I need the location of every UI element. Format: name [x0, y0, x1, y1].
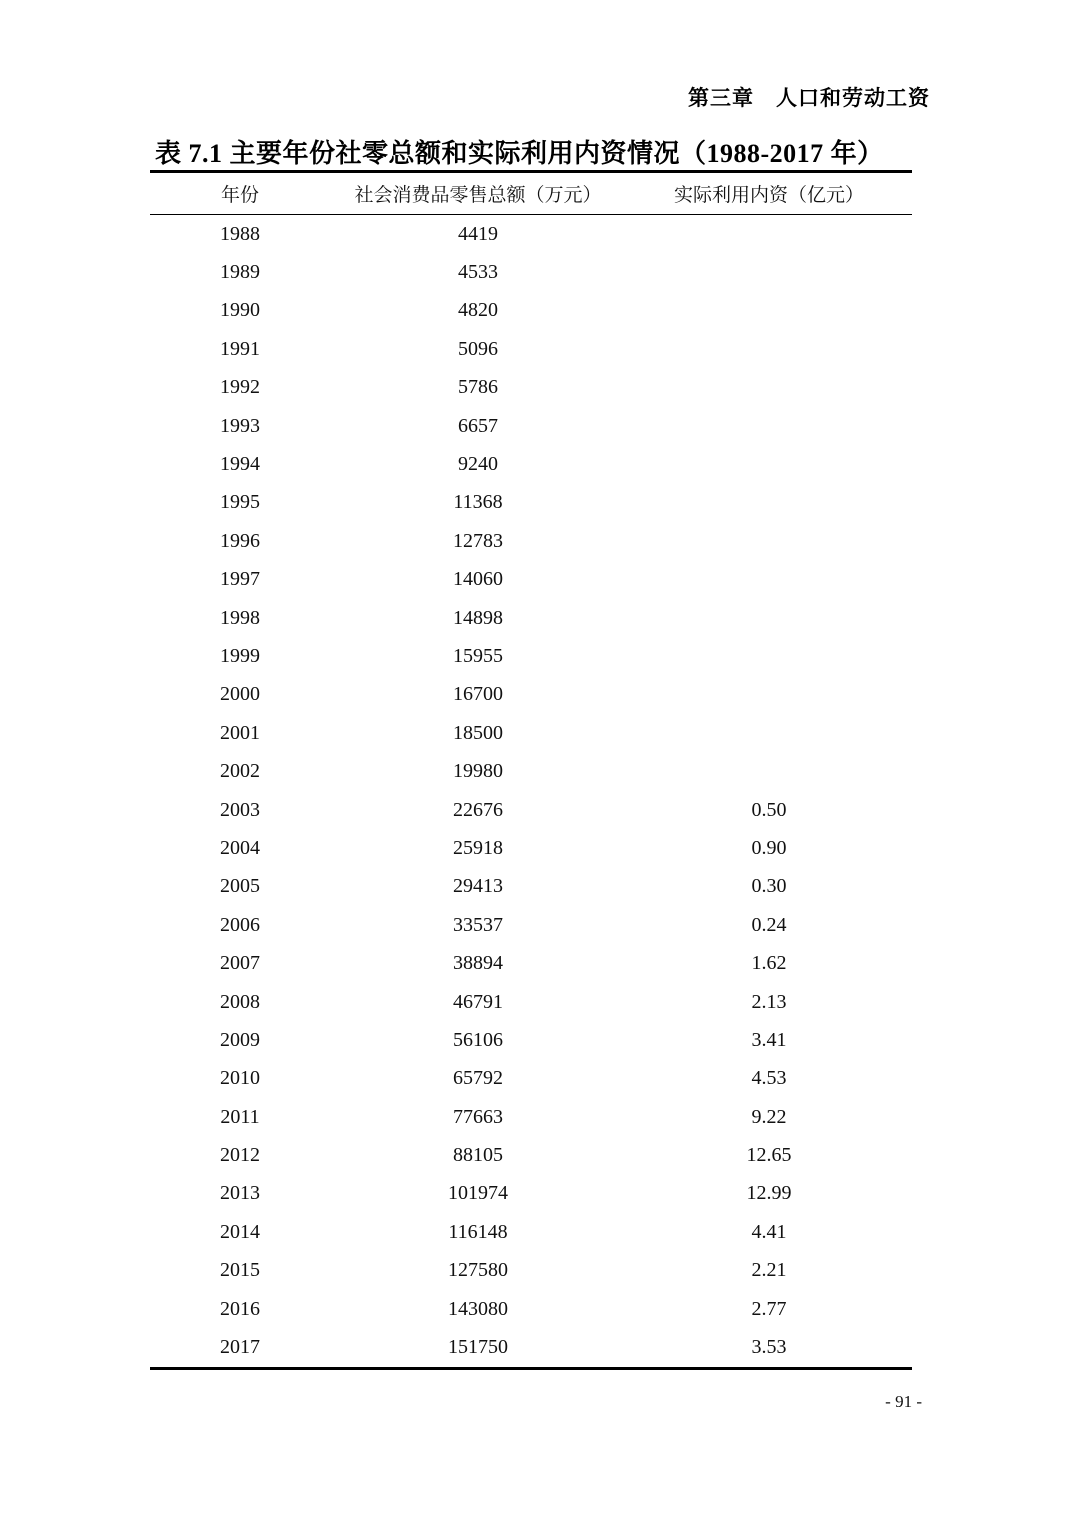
retail-sales-cell: 46791: [453, 990, 503, 1013]
retail-sales-cell: 4533: [458, 261, 498, 284]
retail-sales-cell: 38894: [453, 952, 503, 975]
retail-sales-cell: 77663: [453, 1105, 503, 1128]
table-body: [150, 215, 912, 1367]
retail-sales-cell: 16700: [453, 683, 503, 706]
year-cell: 2004: [220, 836, 260, 859]
domestic-capital-cell: 2.77: [751, 1297, 787, 1320]
retail-sales-cell: 25918: [453, 836, 503, 859]
year-cell: 1996: [220, 529, 260, 552]
year-cell: 2008: [220, 990, 260, 1013]
year-cell: 2015: [220, 1259, 260, 1282]
domestic-capital-cell: 3.41: [751, 1028, 787, 1051]
retail-sales-cell: 14898: [453, 606, 503, 629]
domestic-capital-cell: 4.41: [751, 1220, 787, 1243]
domestic-capital-cell: 12.65: [746, 1144, 792, 1167]
retail-sales-cell: 56106: [453, 1028, 503, 1051]
table-row: [150, 1060, 912, 1098]
year-cell: 1997: [220, 568, 260, 591]
year-cell: 2010: [220, 1067, 260, 1090]
year-cell: 2007: [220, 952, 260, 975]
table-row: [150, 1175, 912, 1213]
year-cell: 2001: [220, 721, 260, 744]
table-row: [150, 561, 912, 599]
retail-sales-cell: 6657: [458, 414, 498, 437]
retail-sales-cell: 101974: [448, 1182, 508, 1205]
domestic-capital-cell: 4.53: [751, 1067, 787, 1090]
retail-sales-cell: 9240: [458, 453, 498, 476]
year-cell: 2000: [220, 683, 260, 706]
retail-sales-cell: 4820: [458, 299, 498, 322]
statistics-table: [150, 170, 912, 1370]
retail-sales-cell: 65792: [453, 1067, 503, 1090]
table-row: [150, 292, 912, 330]
column-header-retail-sales: 社会消费品零售总额（万元）: [354, 185, 602, 206]
retail-sales-cell: 5096: [458, 337, 498, 360]
table-row: [150, 1290, 912, 1328]
retail-sales-cell: 29413: [453, 875, 503, 898]
table-row: [150, 407, 912, 445]
column-header-year: 年份: [220, 185, 259, 206]
year-cell: 2011: [220, 1105, 260, 1128]
retail-sales-cell: 4419: [458, 222, 498, 245]
year-cell: 2003: [220, 798, 260, 821]
domestic-capital-cell: 1.62: [751, 952, 787, 975]
domestic-capital-cell: 2.21: [751, 1259, 787, 1282]
year-cell: 2012: [220, 1144, 260, 1167]
retail-sales-cell: 116148: [448, 1220, 508, 1243]
table-row: [150, 868, 912, 906]
domestic-capital-cell: 0.24: [751, 913, 787, 936]
retail-sales-cell: 151750: [448, 1336, 508, 1359]
year-cell: 2009: [220, 1028, 260, 1051]
table-row: [150, 906, 912, 944]
table-row: [150, 445, 912, 483]
retail-sales-cell: 19980: [453, 760, 503, 783]
domestic-capital-cell: 0.90: [751, 836, 787, 859]
table-row: [150, 522, 912, 560]
retail-sales-cell: 88105: [453, 1144, 503, 1167]
table-row: [150, 637, 912, 675]
retail-sales-cell: 5786: [458, 376, 498, 399]
year-cell: 1989: [220, 261, 260, 284]
retail-sales-cell: 11368: [453, 491, 503, 514]
year-cell: 1991: [220, 337, 260, 360]
page-number: - 91 -: [885, 1392, 922, 1411]
year-cell: 2013: [220, 1182, 260, 1205]
year-cell: 1994: [220, 453, 260, 476]
table-row: [150, 1252, 912, 1290]
year-cell: 2005: [220, 875, 260, 898]
retail-sales-cell: 15955: [453, 644, 503, 667]
retail-sales-cell: 143080: [448, 1297, 508, 1320]
table-row: [150, 330, 912, 368]
year-cell: 1988: [220, 222, 260, 245]
year-cell: 1999: [220, 644, 260, 667]
domestic-capital-cell: 0.50: [751, 798, 787, 821]
retail-sales-cell: 127580: [448, 1259, 508, 1282]
table-row: [150, 1136, 912, 1174]
table-row: [150, 1213, 912, 1251]
year-cell: 2006: [220, 913, 260, 936]
year-cell: 1993: [220, 414, 260, 437]
table-row: [150, 215, 912, 253]
table-row: [150, 829, 912, 867]
domestic-capital-cell: 3.53: [751, 1336, 787, 1359]
domestic-capital-cell: 0.30: [751, 875, 787, 898]
chapter-header: 第三章 人口和劳动工资: [688, 87, 930, 110]
year-cell: 2017: [220, 1336, 260, 1359]
retail-sales-cell: 33537: [453, 913, 503, 936]
column-header-domestic-capital: 实际利用内资（亿元）: [673, 185, 864, 206]
domestic-capital-cell: 9.22: [751, 1105, 787, 1128]
domestic-capital-cell: 2.13: [751, 990, 787, 1013]
retail-sales-cell: 22676: [453, 798, 503, 821]
retail-sales-cell: 14060: [453, 568, 503, 591]
table-row: [150, 599, 912, 637]
table-header-row: [150, 173, 912, 215]
year-cell: 1992: [220, 376, 260, 399]
table-row: [150, 369, 912, 407]
year-cell: 1998: [220, 606, 260, 629]
table-row: [150, 944, 912, 982]
year-cell: 1990: [220, 299, 260, 322]
table-row: [150, 1021, 912, 1059]
retail-sales-cell: 18500: [453, 721, 503, 744]
table-row: [150, 752, 912, 790]
domestic-capital-cell: 12.99: [746, 1182, 792, 1205]
year-cell: 1995: [220, 491, 260, 514]
table-row: [150, 983, 912, 1021]
table-row: [150, 253, 912, 291]
table-row: [150, 714, 912, 752]
year-cell: 2014: [220, 1220, 260, 1243]
table-row: [150, 1098, 912, 1136]
table-row: [150, 484, 912, 522]
table-row: [150, 676, 912, 714]
table-title: 表 7.1 主要年份社零总额和实际利用内资情况（1988-2017 年）: [155, 139, 884, 168]
table-row: [150, 791, 912, 829]
year-cell: 2002: [220, 760, 260, 783]
retail-sales-cell: 12783: [453, 529, 503, 552]
table-row: [150, 1328, 912, 1366]
year-cell: 2016: [220, 1297, 260, 1320]
